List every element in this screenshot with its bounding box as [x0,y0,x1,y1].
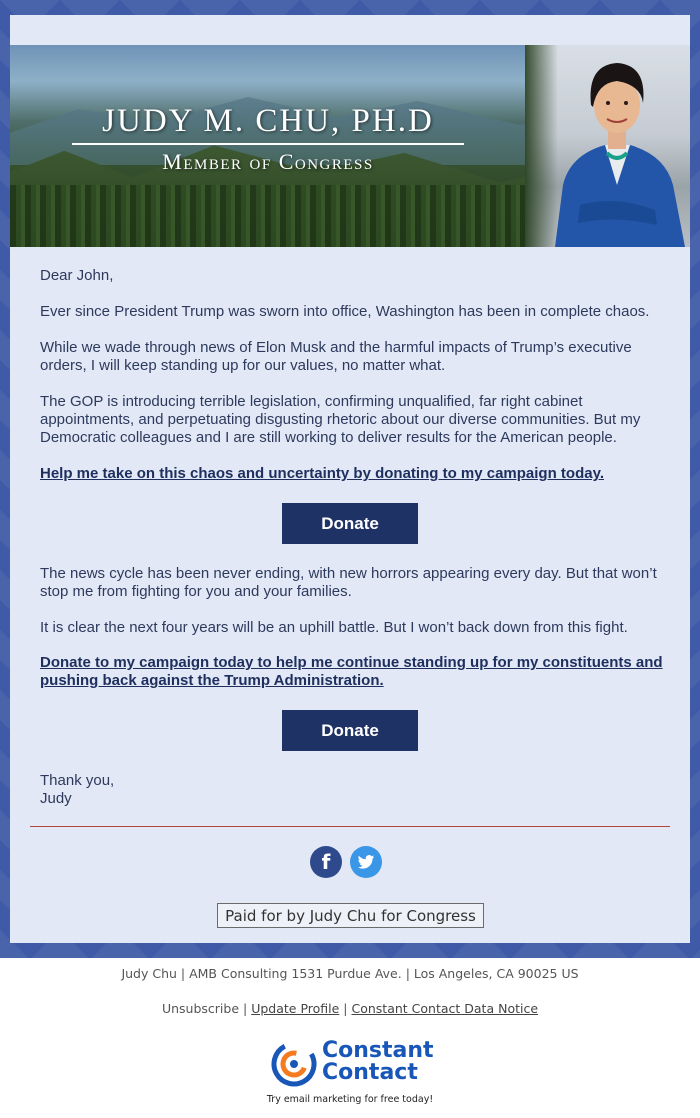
unsubscribe-link[interactable]: Unsubscribe [161,1001,240,1016]
banner-subtitle: Member of Congress [162,149,374,174]
separator: | [239,1001,252,1016]
banner-title: JUDY M. CHU, PH.D [102,103,434,139]
constant-contact-wordmark [322,1040,434,1084]
separator: | [339,1001,352,1016]
data-notice-link[interactable]: Constant Contact Data Notice [351,1001,539,1016]
paragraph-1: Ever since President Trump was sworn into office, Washington has been in complete chaos. [40,303,650,320]
paragraph-5: It is clear the next four years will be an uphill battle. But I won’t back down from this fight. [40,619,628,636]
update-profile-link[interactable]: Update Profile [251,1001,340,1016]
donate-link-1[interactable]: Help me take on this chaos and uncertainty by donating to my campaign today. [40,465,604,482]
paragraph-2: While we wade through news of Elon Musk and the harmful impacts of Trump’s executive orders, I will keep standing up for our values, no matter what. [40,339,632,374]
banner-divider [72,143,464,145]
divider [30,826,670,827]
constant-contact-logo[interactable] [270,1040,440,1088]
portrait-image [545,45,690,247]
facebook-glyph: f [321,850,331,874]
brand-line-2: Contact [322,1060,418,1085]
constant-contact-tagline[interactable]: Try email marketing for free today! [266,1094,434,1105]
donate-button-2[interactable]: Donate [282,710,418,751]
brand-line-1: Constant [322,1038,434,1063]
paid-for-disclaimer: Paid for by Judy Chu for Congress [217,903,484,928]
donate-link-2[interactable]: Donate to my campaign today to help me continue standing up for my constituents and pushing back against the Trump Administration. [40,654,663,689]
paragraph-3: The GOP is introducing terrible legislation, confirming unqualified, far right cabinet appointments, and perpetuating disgusting rhetoric about our diverse communities. But my Democratic colleagues and I are still working to deliver results for the American people. [40,393,641,446]
header-banner [10,45,690,247]
donate-button-1[interactable]: Donate [282,503,418,544]
constant-contact-logo-icon [270,1040,318,1088]
greeting: Dear John, [40,267,114,284]
facebook-icon[interactable] [310,846,342,878]
twitter-icon[interactable] [350,846,382,878]
email-card [10,15,690,943]
footer-address: Judy Chu | AMB Consulting 1531 Purdue Ave. | Los Angeles, CA 90025 US [121,966,579,981]
paragraph-4: The news cycle has been never ending, with new horrors appearing every day. But that won’t stop me from fighting for you and your families. [40,565,657,600]
twitter-bird-icon [357,855,375,870]
signature: Judy [40,790,72,807]
footer-links [0,1001,700,1016]
signoff: Thank you, [40,772,115,789]
